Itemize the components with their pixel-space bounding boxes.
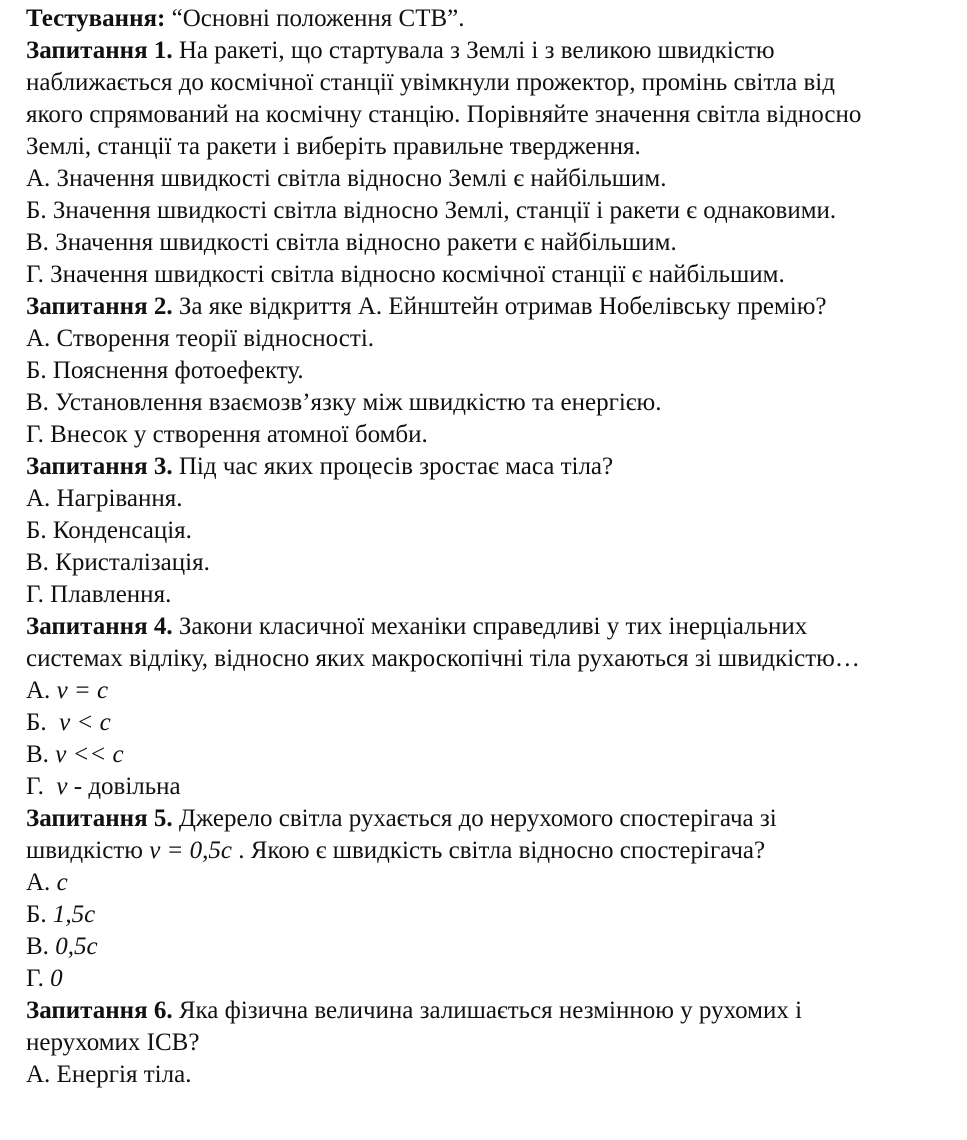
formula: v < c — [59, 709, 111, 736]
question-4-option-v: В. v << c — [26, 741, 124, 768]
formula: v = c — [56, 677, 109, 704]
question-2-option-v: В. Установлення взаємозв’язку між швидкістю та енергією. — [26, 389, 662, 416]
question-4-line-1: Запитання 4. Закони класичної механіки справедливі у тих інерціальних — [26, 613, 808, 640]
question-1-line-4: Землі, станції та ракети і виберіть правильне твердження. — [26, 133, 641, 160]
question-2-option-b: Б. Пояснення фотоефекту. — [26, 357, 304, 384]
question-2-option-a: А. Створення теорії відносності. — [26, 325, 375, 352]
question-3-option-g: Г. Плавлення. — [26, 581, 172, 608]
question-1-option-v: В. Значення швидкості світла відносно ракети є найбільшим. — [26, 229, 677, 256]
question-6-option-a: А. Енергія тіла. — [26, 1061, 192, 1088]
question-2-label: Запитання 2. — [26, 293, 173, 320]
question-1-option-g: Г. Значення швидкості світла відносно космічної станції є найбільшим. — [26, 261, 785, 288]
question-5-option-v: В. 0,5c — [26, 933, 98, 960]
question-1-option-b: Б. Значення швидкості світла відносно Землі, станції і ракети є однаковими. — [26, 197, 837, 224]
question-4-label: Запитання 4. — [26, 613, 173, 640]
question-1-option-a: А. Значення швидкості світла відносно Землі є найбільшим. — [26, 165, 667, 192]
question-4-option-b: Б. v < c — [26, 709, 111, 736]
formula: v — [56, 773, 68, 800]
question-1-label: Запитання 1. — [26, 37, 173, 64]
question-1-line-2: наближається до космічної станції увімкнули прожектор, промінь світла від — [26, 69, 835, 96]
question-5-line-2: швидкістю v = 0,5c . Якою є швидкість світла відносно спостерігача? — [26, 837, 766, 864]
formula: c — [56, 869, 68, 896]
question-3-option-v: В. Кристалізація. — [26, 549, 210, 576]
question-4-option-g: Г. v - довільна — [26, 773, 181, 800]
formula: 1,5c — [52, 901, 96, 928]
title-text: “Основні положення СТВ”. — [165, 5, 465, 32]
question-5-option-a: А. c — [26, 869, 68, 896]
document-title — [26, 3, 465, 34]
question-1-line-3: якого спрямований на космічну станцію. Порівняйте значення світла відносно — [26, 101, 862, 128]
question-5-label: Запитання 5. — [26, 805, 173, 832]
question-5-option-g: Г. 0 — [26, 965, 63, 992]
question-5-option-b: Б. 1,5c — [26, 901, 96, 928]
question-6-line-1: Запитання 6. Яка фізична величина залишається незмінною у рухомих і — [26, 997, 803, 1024]
question-4-line-2: системах відліку, відносно яких макроскопічні тіла рухаються зі швидкістю… — [26, 645, 860, 672]
formula: v = 0,5c — [149, 837, 233, 864]
question-3-option-a: А. Нагрівання. — [26, 485, 183, 512]
question-2-option-g: Г. Внесок у створення атомної бомби. — [26, 421, 428, 448]
question-2-line-1: Запитання 2. За яке відкриття А. Ейнштейн отримав Нобелівську премію? — [26, 293, 827, 320]
question-3-line-1: Запитання 3. Під час яких процесів зростає маса тіла? — [26, 453, 614, 480]
question-6-label: Запитання 6. — [26, 997, 173, 1024]
formula: 0,5c — [55, 933, 98, 960]
question-1-line-1: Запитання 1. На ракеті, що стартувала з Землі і з великою швидкістю — [26, 37, 775, 64]
question-3-label: Запитання 3. — [26, 453, 173, 480]
question-5-line-1: Запитання 5. Джерело світла рухається до нерухомого спостерігача зі — [26, 805, 777, 832]
question-3-option-b: Б. Конденсація. — [26, 517, 192, 544]
question-4-option-a: А. v = c — [26, 677, 109, 704]
formula: v << c — [55, 741, 124, 768]
question-6-line-2: нерухомих ІСВ? — [26, 1029, 200, 1056]
formula: 0 — [50, 965, 63, 992]
title-label: Тестування: — [26, 5, 166, 32]
